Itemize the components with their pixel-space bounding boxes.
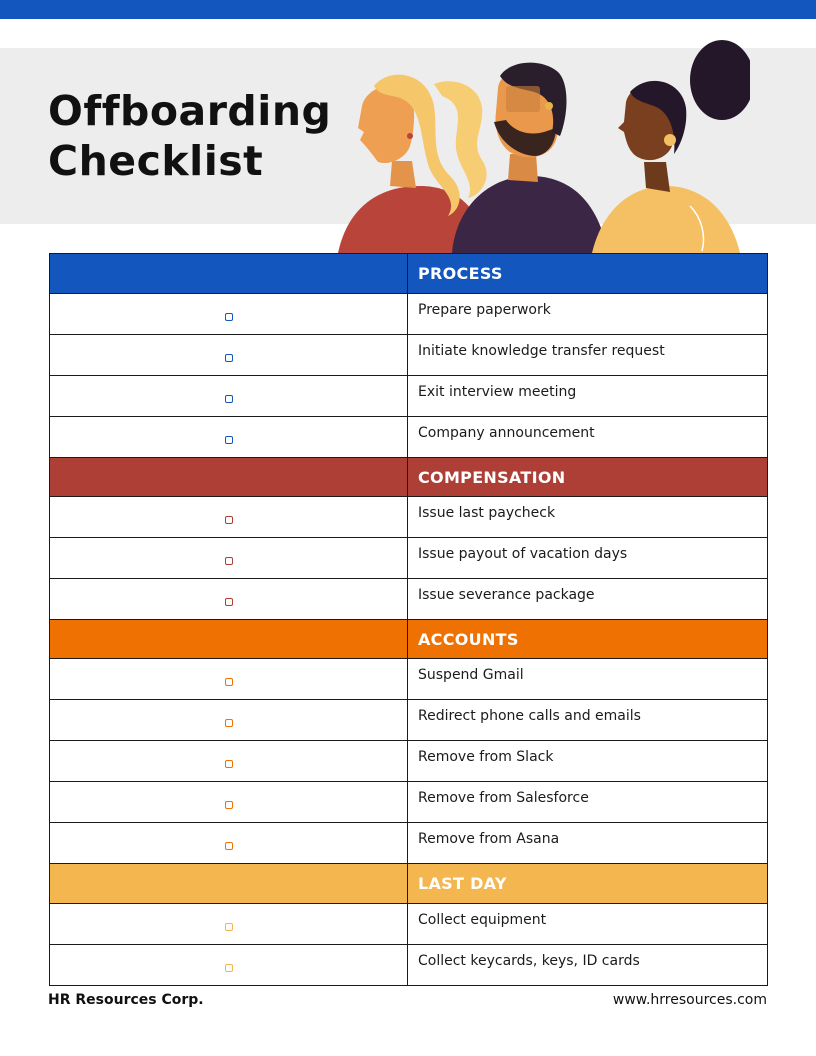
checkbox[interactable] <box>225 395 233 403</box>
table-row <box>50 823 768 864</box>
table-row <box>50 417 768 458</box>
checkbox[interactable] <box>225 923 233 931</box>
checkbox[interactable] <box>225 354 233 362</box>
footer-company: HR Resources Corp. <box>48 992 204 1008</box>
offboarding-checklist-table <box>49 253 768 986</box>
section-header-compensation <box>50 458 768 497</box>
checkbox[interactable] <box>225 598 233 606</box>
table-row <box>50 945 768 986</box>
section-header-process <box>50 254 768 294</box>
checkbox[interactable] <box>225 516 233 524</box>
table-row <box>50 294 768 335</box>
task-label: Redirect phone calls and emails <box>408 700 768 741</box>
task-label: Collect equipment <box>408 904 768 945</box>
table-row <box>50 741 768 782</box>
checkbox[interactable] <box>225 719 233 727</box>
section-header-accounts <box>50 620 768 659</box>
table-row <box>50 497 768 538</box>
task-label: Remove from Asana <box>408 823 768 864</box>
footer-website: www.hrresources.com <box>612 992 767 1008</box>
top-accent-bar <box>0 0 816 19</box>
table-row <box>50 376 768 417</box>
checkbox[interactable] <box>225 436 233 444</box>
checkbox[interactable] <box>225 842 233 850</box>
table-row <box>50 782 768 823</box>
table-row <box>50 904 768 945</box>
task-label: Exit interview meeting <box>408 376 768 417</box>
task-label: Initiate knowledge transfer request <box>408 335 768 376</box>
checkbox[interactable] <box>225 964 233 972</box>
person-bun-woman <box>592 40 750 253</box>
section-header-last-day <box>50 864 768 904</box>
task-label: Issue payout of vacation days <box>408 538 768 579</box>
title-line-2: Checklist <box>48 137 264 185</box>
section-title: ACCOUNTS <box>408 620 768 659</box>
task-label: Suspend Gmail <box>408 659 768 700</box>
checkbox[interactable] <box>225 678 233 686</box>
checkbox[interactable] <box>225 313 233 321</box>
checkbox[interactable] <box>225 760 233 768</box>
table-row <box>50 659 768 700</box>
section-title: PROCESS <box>408 254 768 294</box>
checkbox[interactable] <box>225 801 233 809</box>
section-title: LAST DAY <box>408 864 768 904</box>
section-title: COMPENSATION <box>408 458 768 497</box>
task-label: Remove from Slack <box>408 741 768 782</box>
task-label: Prepare paperwork <box>408 294 768 335</box>
people-illustration <box>330 36 750 256</box>
task-label: Issue last paycheck <box>408 497 768 538</box>
table-row <box>50 538 768 579</box>
checkbox[interactable] <box>225 557 233 565</box>
task-label: Company announcement <box>408 417 768 458</box>
task-label: Collect keycards, keys, ID cards <box>408 945 768 986</box>
table-row <box>50 579 768 620</box>
title-line-1: Offboarding <box>48 87 332 135</box>
table-row <box>50 700 768 741</box>
task-label: Remove from Salesforce <box>408 782 768 823</box>
table-row <box>50 335 768 376</box>
task-label: Issue severance package <box>408 579 768 620</box>
page-title <box>48 86 331 186</box>
